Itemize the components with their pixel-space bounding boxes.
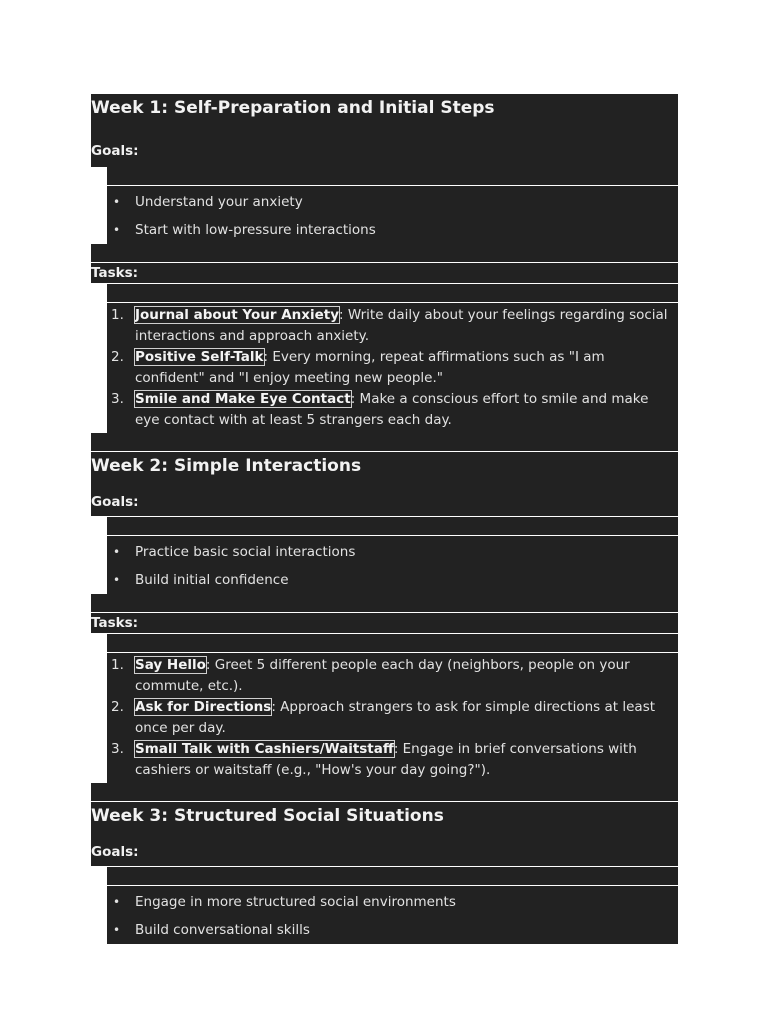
task-term: Ask for Directions <box>135 699 272 715</box>
spacer <box>107 283 678 302</box>
document <box>91 94 678 944</box>
task-description: : Write daily about your feelings regarding social interactions and approach anxiety. <box>135 307 668 344</box>
task-item <box>107 739 672 781</box>
week-3-title: Week 3: Structured Social Situations <box>91 806 444 826</box>
week-1-goals-label-block <box>91 136 678 167</box>
week-1-goals-label: Goals: <box>91 143 139 159</box>
week-2-goals-label: Goals: <box>91 494 139 510</box>
spacer <box>91 244 678 262</box>
week-1-tasks-list-block <box>107 302 678 433</box>
spacer <box>91 594 678 612</box>
list-item: • Understand your anxiety <box>107 188 678 216</box>
list-item: • Start with low-pressure interactions <box>107 216 678 244</box>
task-number: 3. <box>111 391 124 407</box>
week-1-tasks-label: Tasks: <box>91 265 139 281</box>
spacer <box>107 167 678 185</box>
week-2-heading-block <box>91 451 678 494</box>
list-item: • Build initial confidence <box>107 566 678 594</box>
task-item <box>107 305 672 347</box>
task-description: : Every morning, repeat affirmations such as "I am confident" and "I enjoy meeting new people." <box>135 349 605 386</box>
week-2-tasks-label: Tasks: <box>91 615 139 631</box>
week-1-goals-list-block <box>107 185 678 244</box>
week-2-tasks-label-block <box>91 612 678 633</box>
week-2-goals-list <box>107 536 678 594</box>
task-description: : Greet 5 different people each day (neighbors, people on your commute, etc.). <box>135 657 630 694</box>
task-number: 2. <box>111 349 124 365</box>
task-item <box>107 347 672 389</box>
week-2-tasks-list-block <box>107 652 678 783</box>
task-item <box>107 389 672 431</box>
task-term: Journal about Your Anxiety <box>135 307 340 323</box>
task-term: Smile and Make Eye Contact <box>135 391 351 407</box>
week-3-heading-block <box>91 801 678 844</box>
list-item: • Build conversational skills <box>107 916 678 944</box>
spacer <box>91 783 678 801</box>
week-2-title: Week 2: Simple Interactions <box>91 456 362 476</box>
week-1-goals-list <box>107 186 678 244</box>
task-number: 3. <box>111 741 124 757</box>
task-number: 1. <box>111 307 124 323</box>
task-number: 2. <box>111 699 124 715</box>
list-item: • Engage in more structured social environments <box>107 888 678 916</box>
task-item <box>107 655 672 697</box>
task-item <box>107 697 672 739</box>
list-item: • Practice basic social interactions <box>107 538 678 566</box>
week-2-goals-list-block <box>107 535 678 594</box>
task-term: Small Talk with Cashiers/Waitstaff <box>135 741 394 757</box>
week-1-title: Week 1: Self-Preparation and Initial Steps <box>91 98 495 118</box>
week-3-goals-label-block <box>91 844 678 866</box>
task-term: Say Hello <box>135 657 206 673</box>
week-2-tasks-list <box>107 653 678 783</box>
task-description: : Make a conscious effort to smile and make eye contact with at least 5 strangers each day. <box>135 391 649 428</box>
week-3-goals-label: Goals: <box>91 844 139 860</box>
task-description: : Engage in brief conversations with cashiers or waitstaff (e.g., "How's your day going?"). <box>135 741 637 778</box>
week-1-tasks-list <box>107 303 678 433</box>
spacer <box>91 433 678 451</box>
spacer <box>107 633 678 652</box>
task-term: Positive Self-Talk <box>135 349 264 365</box>
week-1-tasks-label-block <box>91 262 678 283</box>
spacer <box>107 866 678 885</box>
spacer <box>107 516 678 535</box>
week-2-goals-label-block <box>91 494 678 516</box>
week-1-heading-block <box>91 94 678 136</box>
task-description: : Approach strangers to ask for simple directions at least once per day. <box>135 699 656 736</box>
week-3-goals-list-block <box>107 885 678 944</box>
task-number: 1. <box>111 657 124 673</box>
week-3-goals-list <box>107 886 678 944</box>
